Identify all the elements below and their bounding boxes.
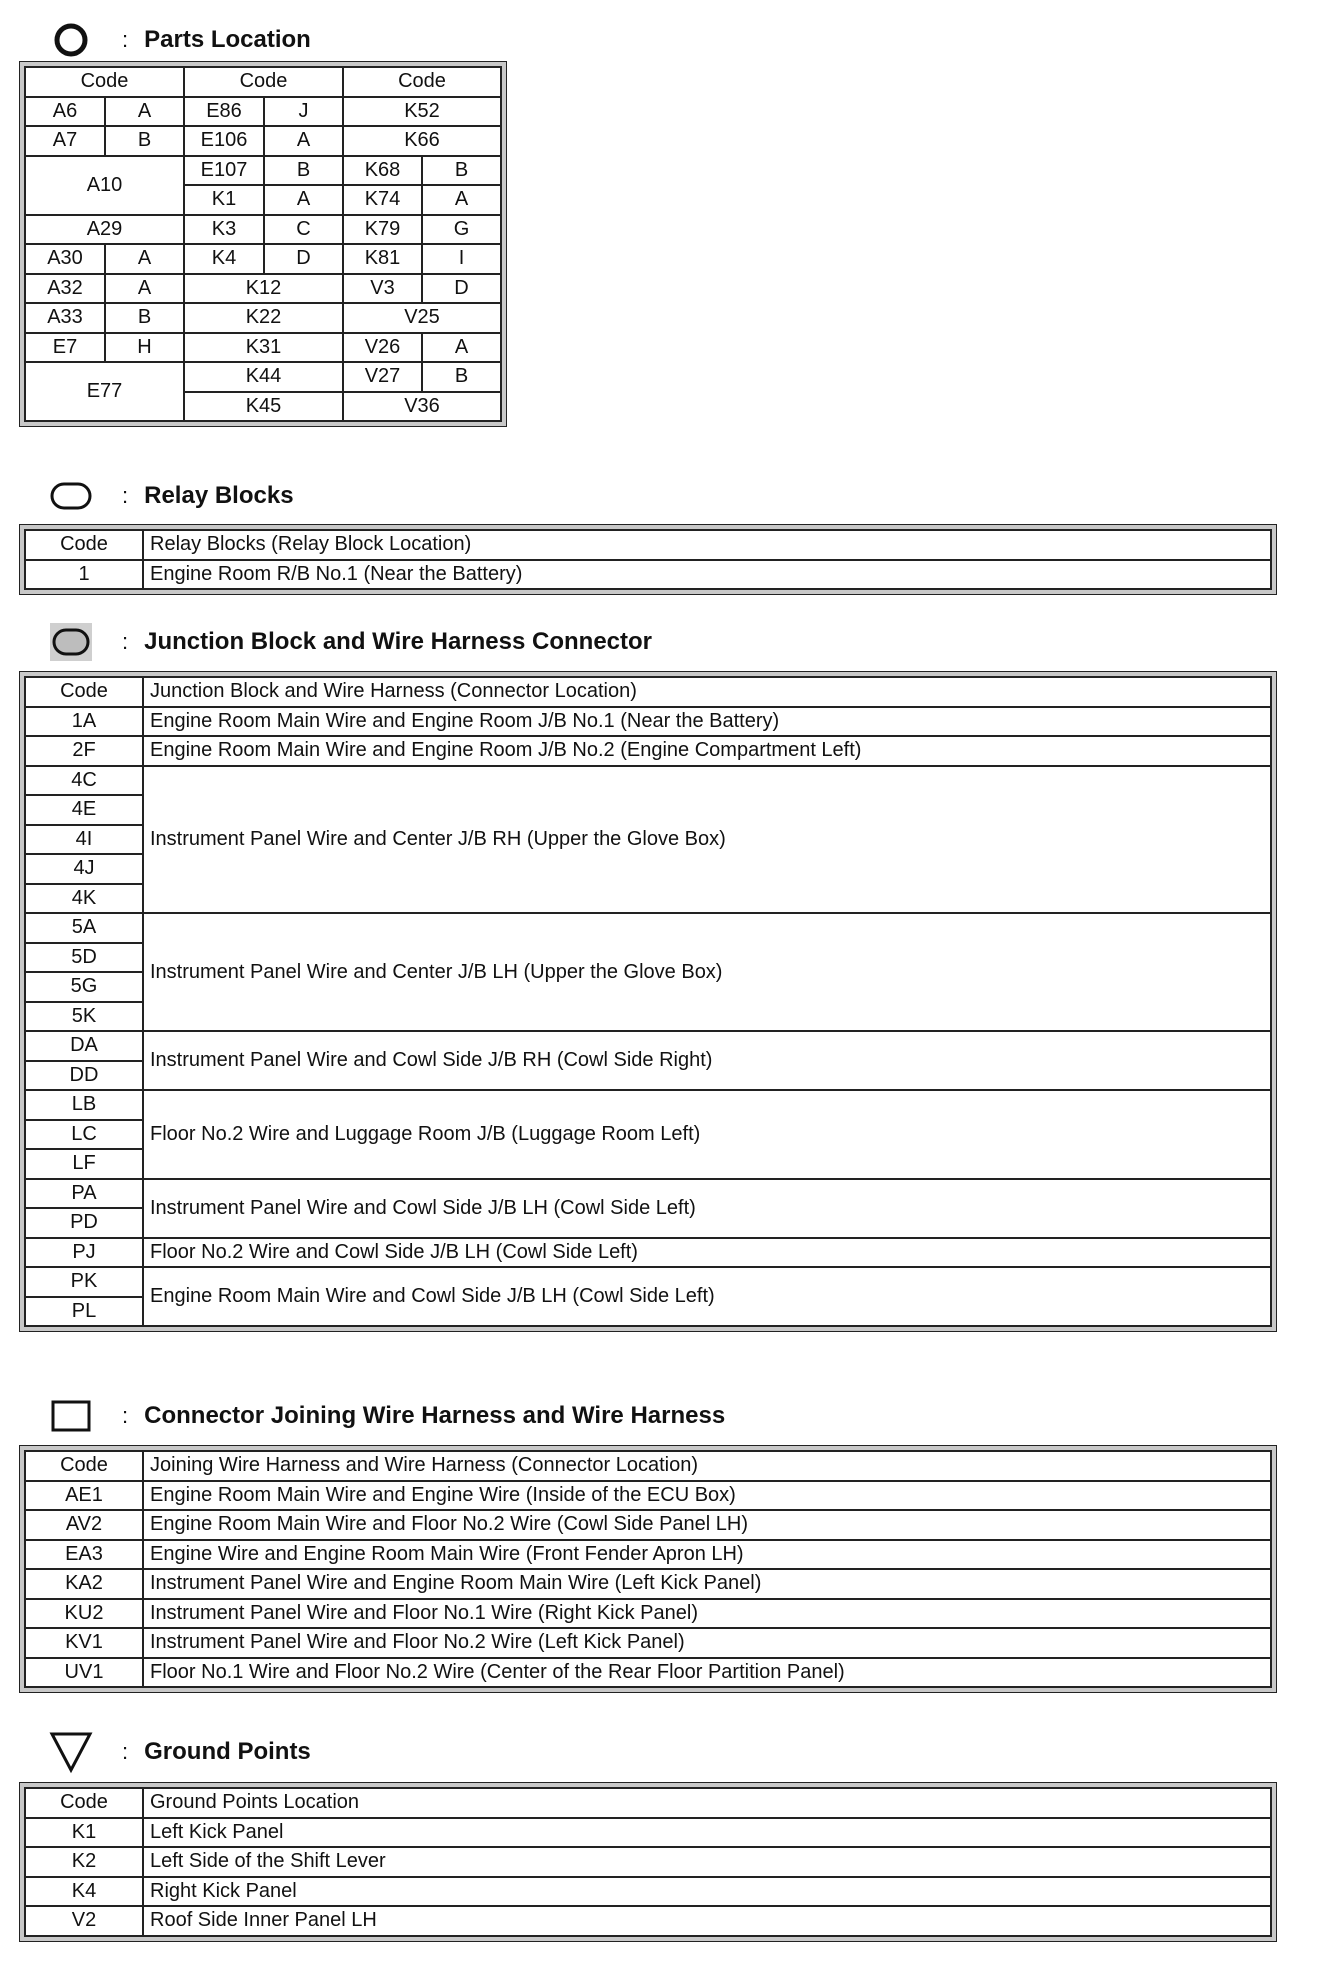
junction-description: Instrument Panel Wire and Center J/B LH (Upper the Glove Box)	[143, 913, 1271, 1031]
junction-code: 4C	[25, 766, 143, 796]
rounded-oval-icon	[46, 476, 96, 516]
junction-code: 4K	[25, 884, 143, 914]
relay-blocks-table	[24, 529, 1272, 590]
junction-code: 5D	[25, 943, 143, 973]
part-code: K12	[184, 274, 343, 304]
part-code: K68	[343, 156, 422, 186]
connector-description: Instrument Panel Wire and Floor No.2 Wire (Left Kick Panel)	[143, 1628, 1271, 1658]
part-code: A7	[25, 126, 105, 156]
junction-code: LB	[25, 1090, 143, 1120]
junction-code: LF	[25, 1149, 143, 1179]
colon: :	[122, 27, 129, 52]
junction-code: DD	[25, 1061, 143, 1091]
junction-code: 2F	[25, 736, 143, 766]
part-code: A6	[25, 97, 105, 127]
junction-code: 4J	[25, 854, 143, 884]
part-loc: B	[422, 156, 501, 186]
part-code: K45	[184, 392, 343, 422]
header-code: Code	[343, 67, 501, 97]
part-code: A10	[25, 156, 184, 215]
section-title: Ground Points	[144, 1738, 311, 1765]
ground-description: Left Kick Panel	[143, 1818, 1271, 1848]
junction-code: PA	[25, 1179, 143, 1209]
junction-code: PD	[25, 1208, 143, 1238]
header-description: Joining Wire Harness and Wire Harness (Connector Location)	[143, 1451, 1271, 1481]
part-code: K66	[343, 126, 501, 156]
ground-points-heading	[46, 1732, 311, 1772]
connector-description: Engine Room Main Wire and Engine Wire (Inside of the ECU Box)	[143, 1481, 1271, 1511]
circle-bold-icon	[46, 20, 96, 60]
header-description: Relay Blocks (Relay Block Location)	[143, 530, 1271, 560]
junction-description: Instrument Panel Wire and Cowl Side J/B RH (Cowl Side Right)	[143, 1031, 1271, 1090]
part-code: E7	[25, 333, 105, 363]
colon: :	[122, 483, 129, 508]
part-code: V26	[343, 333, 422, 363]
part-code: K52	[343, 97, 501, 127]
connector-description: Instrument Panel Wire and Floor No.1 Wire (Right Kick Panel)	[143, 1599, 1271, 1629]
junction-code: 5G	[25, 972, 143, 1002]
part-code: A33	[25, 303, 105, 333]
triangle-down-icon	[46, 1732, 96, 1772]
part-code: K81	[343, 244, 422, 274]
junction-code: 1A	[25, 707, 143, 737]
junction-block-table	[24, 676, 1272, 1327]
junction-description: Instrument Panel Wire and Cowl Side J/B LH (Cowl Side Left)	[143, 1179, 1271, 1238]
junction-description: Floor No.2 Wire and Cowl Side J/B LH (Cowl Side Left)	[143, 1238, 1271, 1268]
connector-code: UV1	[25, 1658, 143, 1688]
part-loc: A	[105, 244, 184, 274]
part-loc: G	[422, 215, 501, 245]
section-title: Parts Location	[144, 26, 311, 53]
junction-description: Engine Room Main Wire and Engine Room J/B No.1 (Near the Battery)	[143, 707, 1271, 737]
relay-description: Engine Room R/B No.1 (Near the Battery)	[143, 560, 1271, 590]
part-loc: A	[422, 185, 501, 215]
part-loc: B	[264, 156, 343, 186]
part-code: V25	[343, 303, 501, 333]
junction-description: Engine Room Main Wire and Engine Room J/B No.2 (Engine Compartment Left)	[143, 736, 1271, 766]
part-loc: A	[422, 333, 501, 363]
ground-code: K2	[25, 1847, 143, 1877]
connector-code: AV2	[25, 1510, 143, 1540]
part-loc: A	[264, 185, 343, 215]
connector-code: KV1	[25, 1628, 143, 1658]
part-loc: A	[264, 126, 343, 156]
part-code: K4	[184, 244, 264, 274]
part-code: K79	[343, 215, 422, 245]
part-loc: A	[105, 97, 184, 127]
connector-code: KU2	[25, 1599, 143, 1629]
junction-code: 5K	[25, 1002, 143, 1032]
part-code: K74	[343, 185, 422, 215]
junction-code: LC	[25, 1120, 143, 1150]
ground-description: Roof Side Inner Panel LH	[143, 1906, 1271, 1936]
part-loc: H	[105, 333, 184, 363]
part-code: K31	[184, 333, 343, 363]
junction-code: PJ	[25, 1238, 143, 1268]
connector-code: AE1	[25, 1481, 143, 1511]
part-loc: D	[422, 274, 501, 304]
part-code: E77	[25, 362, 184, 421]
connector-code: KA2	[25, 1569, 143, 1599]
header-code: Code	[25, 1451, 143, 1481]
part-code: A30	[25, 244, 105, 274]
part-code: E86	[184, 97, 264, 127]
section-title: Junction Block and Wire Harness Connector	[144, 628, 653, 655]
section-title: Connector Joining Wire Harness and Wire Harness	[144, 1402, 726, 1429]
header-code: Code	[25, 1788, 143, 1818]
junction-description: Instrument Panel Wire and Center J/B RH (Upper the Glove Box)	[143, 766, 1271, 914]
header-code: Code	[25, 677, 143, 707]
ground-code: V2	[25, 1906, 143, 1936]
part-code: V36	[343, 392, 501, 422]
parts-location-table	[24, 66, 502, 422]
part-code: K1	[184, 185, 264, 215]
junction-code: DA	[25, 1031, 143, 1061]
part-loc: A	[105, 274, 184, 304]
junction-code: PL	[25, 1297, 143, 1327]
part-code: V3	[343, 274, 422, 304]
junction-code: 4I	[25, 825, 143, 855]
colon: :	[122, 1403, 129, 1428]
ground-description: Right Kick Panel	[143, 1877, 1271, 1907]
part-loc: B	[105, 126, 184, 156]
part-code: V27	[343, 362, 422, 392]
parts-location-heading	[46, 20, 311, 60]
square-icon	[46, 1396, 96, 1436]
colon: :	[122, 629, 129, 654]
connector-table	[24, 1450, 1272, 1688]
part-code: E106	[184, 126, 264, 156]
relay-code: 1	[25, 560, 143, 590]
header-code: Code	[25, 67, 184, 97]
part-loc: J	[264, 97, 343, 127]
relay-blocks-heading	[46, 476, 294, 516]
part-loc: B	[422, 362, 501, 392]
part-code: A29	[25, 215, 184, 245]
ground-description: Left Side of the Shift Lever	[143, 1847, 1271, 1877]
junction-code: 4E	[25, 795, 143, 825]
part-loc: B	[105, 303, 184, 333]
ground-code: K4	[25, 1877, 143, 1907]
header-description: Junction Block and Wire Harness (Connector Location)	[143, 677, 1271, 707]
part-code: K44	[184, 362, 343, 392]
shaded-oval-icon	[46, 622, 96, 662]
header-description: Ground Points Location	[143, 1788, 1271, 1818]
part-code: K22	[184, 303, 343, 333]
ground-points-table	[24, 1787, 1272, 1937]
junction-code: PK	[25, 1267, 143, 1297]
connector-description: Engine Wire and Engine Room Main Wire (Front Fender Apron LH)	[143, 1540, 1271, 1570]
part-code: A32	[25, 274, 105, 304]
junction-description: Engine Room Main Wire and Cowl Side J/B LH (Cowl Side Left)	[143, 1267, 1271, 1326]
connector-description: Engine Room Main Wire and Floor No.2 Wire (Cowl Side Panel LH)	[143, 1510, 1271, 1540]
junction-code: 5A	[25, 913, 143, 943]
junction-description: Floor No.2 Wire and Luggage Room J/B (Luggage Room Left)	[143, 1090, 1271, 1179]
part-loc: I	[422, 244, 501, 274]
connector-description: Instrument Panel Wire and Engine Room Main Wire (Left Kick Panel)	[143, 1569, 1271, 1599]
part-code: K3	[184, 215, 264, 245]
junction-block-heading	[46, 622, 652, 662]
section-title: Relay Blocks	[144, 482, 294, 509]
header-code: Code	[184, 67, 343, 97]
part-loc: C	[264, 215, 343, 245]
part-loc: D	[264, 244, 343, 274]
connector-code: EA3	[25, 1540, 143, 1570]
connector-description: Floor No.1 Wire and Floor No.2 Wire (Center of the Rear Floor Partition Panel)	[143, 1658, 1271, 1688]
part-code: E107	[184, 156, 264, 186]
header-code: Code	[25, 530, 143, 560]
connector-heading	[46, 1396, 725, 1436]
ground-code: K1	[25, 1818, 143, 1848]
colon: :	[122, 1739, 129, 1764]
